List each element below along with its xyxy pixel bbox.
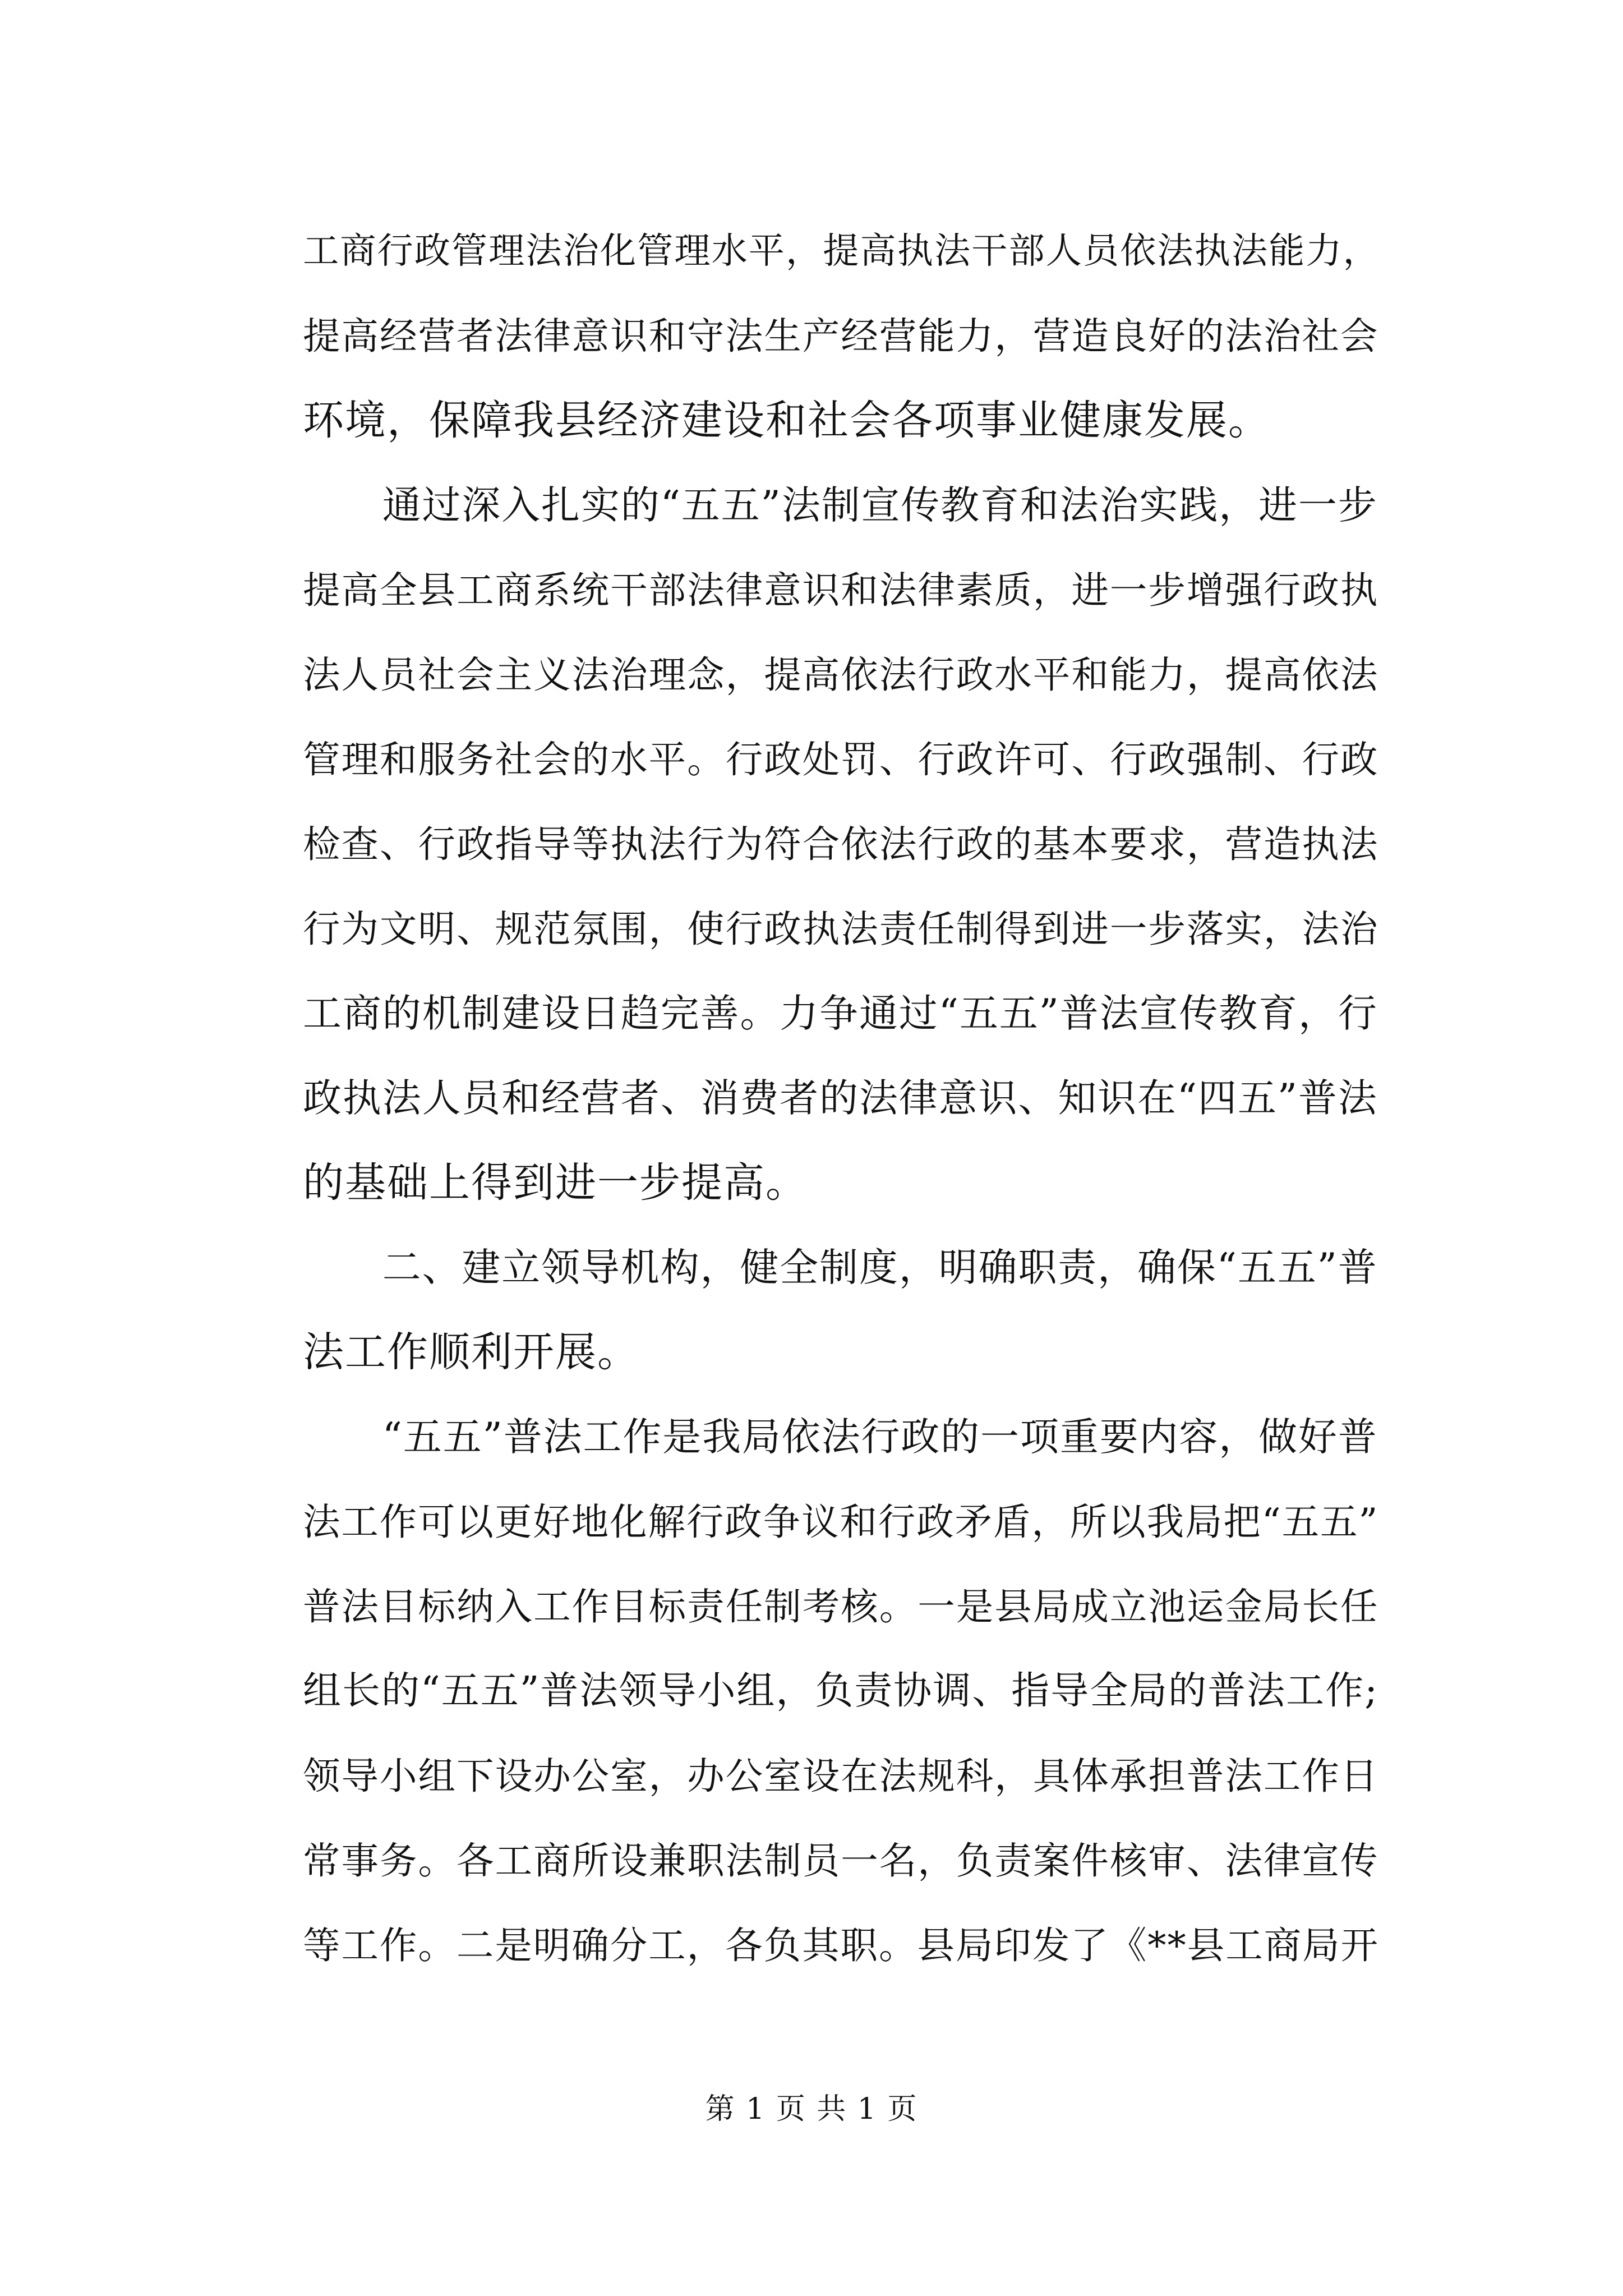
text-line: 工商的机制建设日趋完善。力争通过“五五”普法宣传教育，行	[303, 991, 1378, 1036]
text-line: 检查、行政指导等执法行为符合依法行政的基本要求，营造执法	[303, 822, 1379, 866]
section-heading-line: 二、建立领导机构，健全制度，明确职责，确保“五五”普	[303, 1245, 1378, 1290]
text-line: 工商行政管理法治化管理水平，提高执法干部人员依法执法能力，	[303, 230, 1380, 272]
paragraph-start-line: “五五”普法工作是我局依法行政的一项重要内容，做好普	[303, 1415, 1378, 1460]
text-line: 领导小组下设办公室，办公室设在法规科，具体承担普法工作日	[303, 1754, 1379, 1798]
text-line: 提高全县工商系统干部法律意识和法律素质，进一步增强行政执	[303, 568, 1379, 612]
text-line: 法工作可以更好地化解行政争议和行政矛盾，所以我局把“五五”	[303, 1500, 1379, 1544]
text-line: 的基础上得到进一步提高。	[303, 1159, 808, 1207]
text-line: 组长的“五五”普法领导小组，负责协调、指导全局的普法工作;	[303, 1669, 1379, 1713]
text-line: 行为文明、规范氛围，使行政执法责任制得到进一步落实，法治	[303, 907, 1379, 951]
text-line: 提高经营者法律意识和守法生产经营能力，营造良好的法治社会	[303, 314, 1379, 358]
page-footer: 第 1 页 共 1 页	[705, 2092, 918, 2126]
text-line: 政执法人员和经营者、消费者的法律意识、知识在“四五”普法	[303, 1076, 1378, 1121]
text-line: 常事务。各工商所设兼职法制员一名，负责案件核审、法律宣传	[303, 1839, 1379, 1883]
text-line: 法人员社会主义法治理念，提高依法行政水平和能力，提高依法	[303, 653, 1379, 697]
text-line: 管理和服务社会的水平。行政处罚、行政许可、行政强制、行政	[303, 738, 1379, 781]
text-line: 等工作。二是明确分工，各负其职。县局印发了《**县工商局开	[303, 1924, 1380, 1967]
text-line: 普法目标纳入工作目标责任制考核。一是县局成立池运金局长任	[303, 1585, 1379, 1628]
section-heading-line: 法工作顺利开展。	[303, 1328, 639, 1376]
paragraph-start-line: 通过深入扎实的“五五”法制宣传教育和法治实践，进一步	[303, 483, 1378, 528]
text-line: 环境，保障我县经济建设和社会各项事业健康发展。	[303, 397, 1270, 444]
